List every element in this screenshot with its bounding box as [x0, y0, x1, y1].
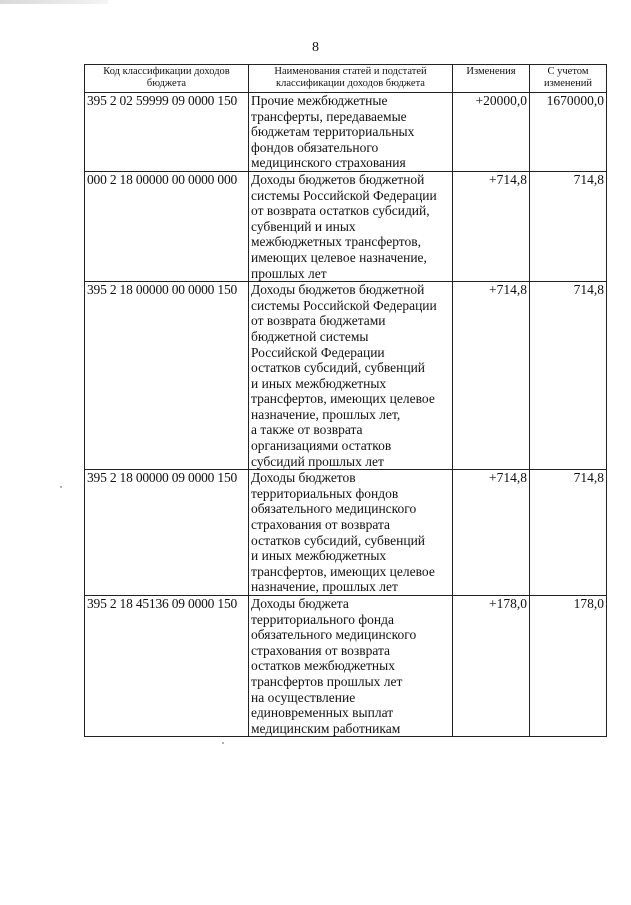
- row-with-changes: 714,8: [530, 470, 607, 596]
- row-code: 395 2 18 00000 09 0000 150: [85, 470, 249, 596]
- table-header-row: [85, 65, 607, 93]
- scan-artifact: [0, 0, 108, 4]
- budget-changes-table: [84, 64, 607, 737]
- row-change: +714,8: [453, 470, 530, 596]
- table-row: [85, 93, 607, 172]
- header-change: Изменения: [453, 65, 530, 93]
- page-number: 8: [312, 40, 319, 55]
- table-row: [85, 470, 607, 596]
- row-change: +714,8: [453, 282, 530, 470]
- table-row: [85, 282, 607, 470]
- row-name: Доходы бюджетов территориальных фондов обязательного медицинского страхования от возврата остатков субсидий, субвенций и иных межбюджетных трансфертов, имеющих целевое назначение, прошлых лет: [249, 470, 453, 596]
- row-change: +714,8: [453, 171, 530, 281]
- row-code: 395 2 18 00000 00 0000 150: [85, 282, 249, 470]
- row-with-changes: 714,8: [530, 282, 607, 470]
- table-row: [85, 171, 607, 281]
- row-with-changes: 1670000,0: [530, 93, 607, 172]
- header-with-changes: С учетом изменений: [530, 65, 607, 93]
- row-change: +178,0: [453, 596, 530, 737]
- table-row: [85, 596, 607, 737]
- row-name: Доходы бюджетов бюджетной системы Российской Федерации от возврата бюджетами бюджетной системы Российской Федерации остатков субсидий, субвенций и иных межбюджетных трансфертов, имеющих целевое назначение, прошлых лет, а также от возврата организациями остатков субсидий прошлых лет: [249, 282, 453, 470]
- row-code: 395 2 18 45136 09 0000 150: [85, 596, 249, 737]
- header-name: Наименования статей и подстатей классификации доходов бюджета: [249, 65, 453, 93]
- row-code: 000 2 18 00000 00 0000 000: [85, 171, 249, 281]
- row-with-changes: 178,0: [530, 596, 607, 737]
- scan-speck: [60, 486, 62, 488]
- row-name: Прочие межбюджетные трансферты, передаваемые бюджетам территориальных фондов обязательного медицинского страхования: [249, 93, 453, 172]
- header-code: Код классификации доходов бюджета: [85, 65, 249, 93]
- row-change: +20000,0: [453, 93, 530, 172]
- scan-speck: [222, 742, 224, 744]
- row-code: 395 2 02 59999 09 0000 150: [85, 93, 249, 172]
- row-with-changes: 714,8: [530, 171, 607, 281]
- row-name: Доходы бюджета территориального фонда обязательного медицинского страхования от возврата остатков межбюджетных трансфертов прошлых лет на осуществление единовременных выплат медицинским работникам: [249, 596, 453, 737]
- row-name: Доходы бюджетов бюджетной системы Российской Федерации от возврата остатков субсидий, субвенций и иных межбюджетных трансфертов, имеющих целевое назначение, прошлых лет: [249, 171, 453, 281]
